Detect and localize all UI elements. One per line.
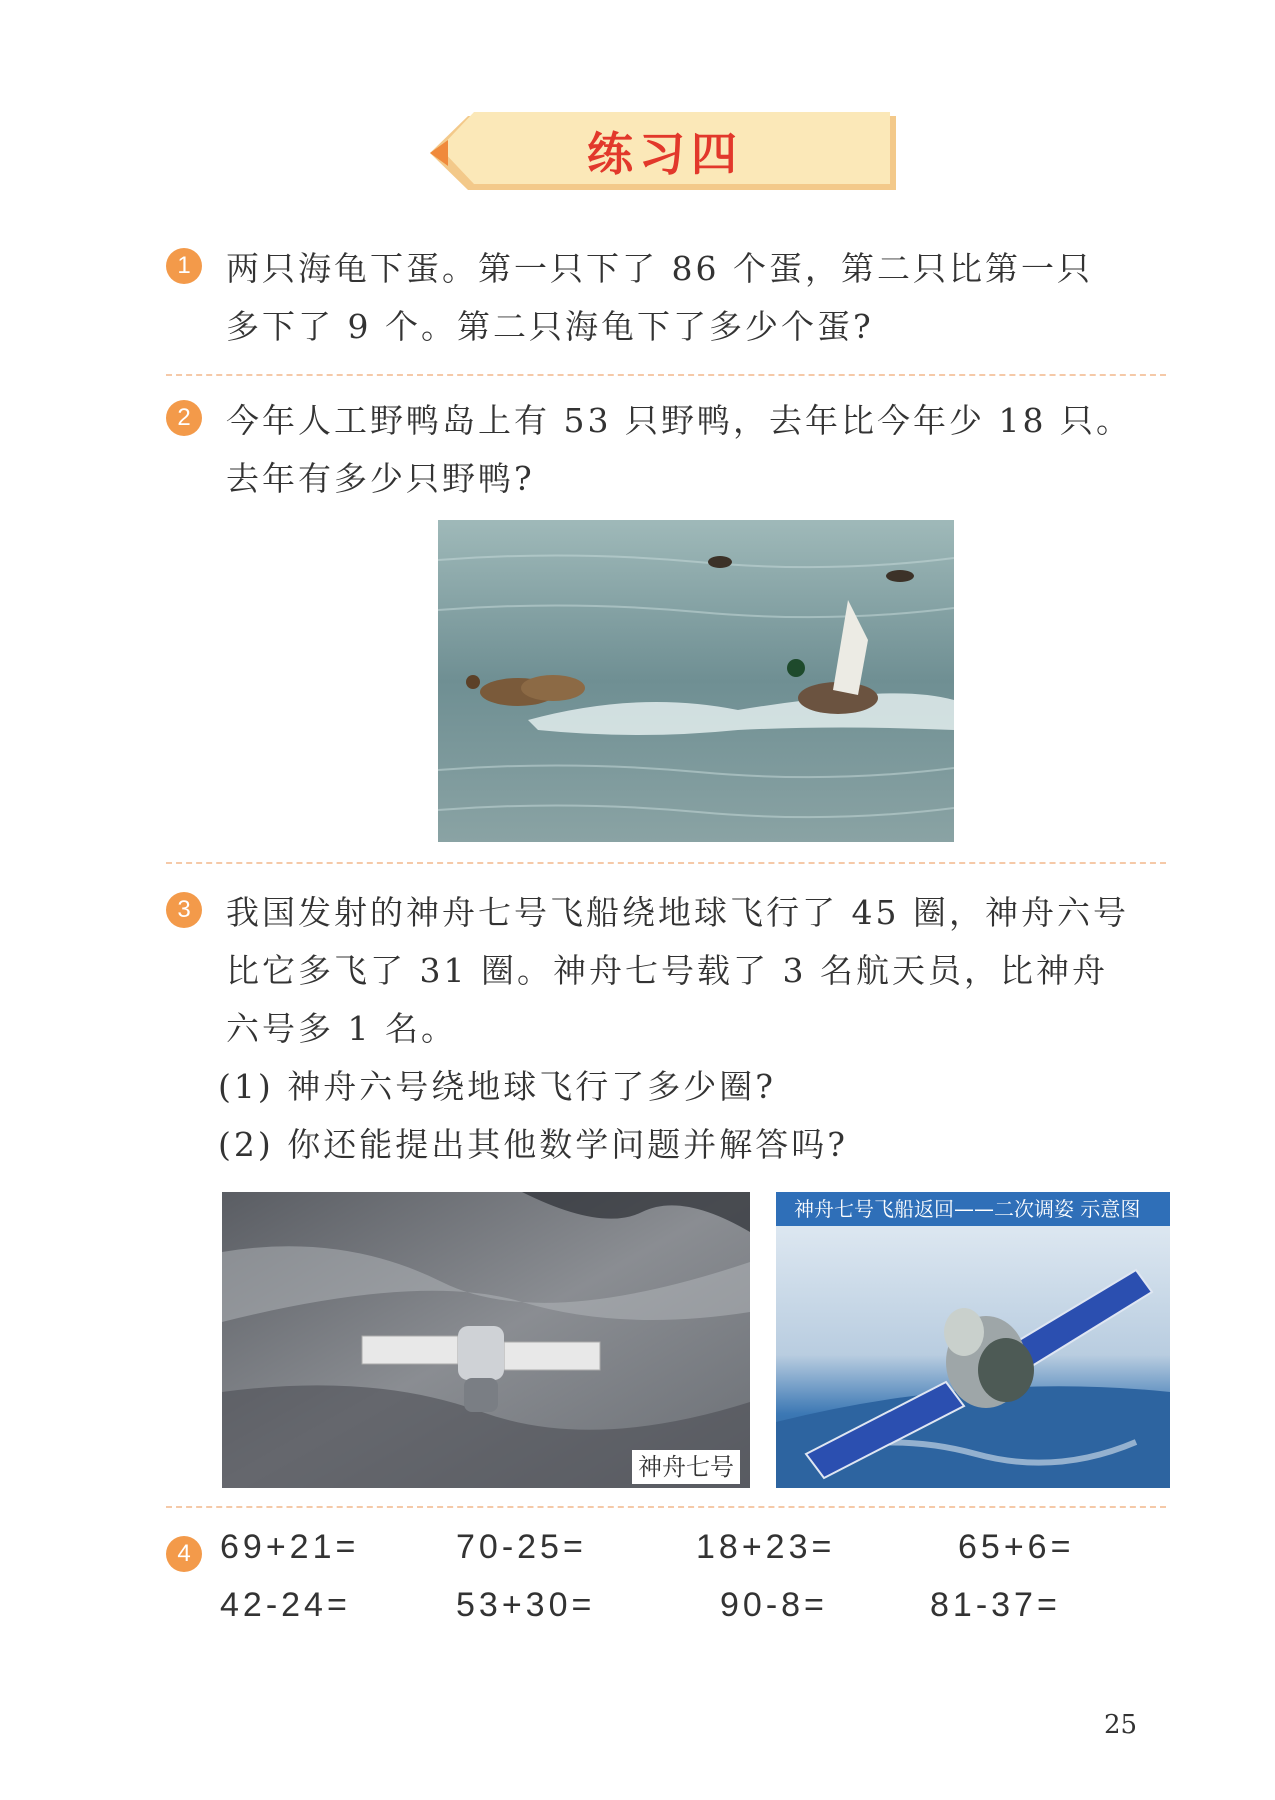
problem-text — [218, 884, 1226, 1174]
calc-row-2 — [220, 1586, 1120, 1644]
problem-number-badge: 1 — [166, 248, 202, 284]
shenzhou7-orbit-photo — [222, 1192, 750, 1488]
problem-text — [226, 240, 1226, 356]
diagram-caption: 神舟七号飞船返回——二次调姿 示意图 — [776, 1192, 1170, 1226]
calculation-grid — [220, 1528, 1120, 1644]
problem-line: 今年人工野鸭岛上有 53 只野鸭，去年比今年少 18 只。 — [226, 401, 1132, 440]
calc-item: 53+30= — [456, 1586, 596, 1624]
section-divider — [166, 862, 1166, 864]
shenzhou7-return-diagram — [776, 1192, 1170, 1488]
calc-item: 69+21= — [220, 1528, 360, 1566]
calc-row-1 — [220, 1528, 1120, 1586]
problem-number-badge: 2 — [166, 400, 202, 436]
page-title: 练习四 — [587, 127, 743, 181]
calc-item: 81-37= — [930, 1586, 1061, 1624]
calc-item: 90-8= — [720, 1586, 828, 1624]
calc-item: 70-25= — [456, 1528, 587, 1566]
problem-line: 多下了 9 个。第二只海龟下了多少个蛋? — [226, 307, 874, 346]
calc-item: 18+23= — [696, 1528, 836, 1566]
subquestion-2: (2) 你还能提出其他数学问题并解答吗? — [218, 1125, 848, 1164]
title-banner — [430, 112, 900, 194]
calc-item: 65+6= — [958, 1528, 1075, 1566]
problem-line: 六号多 1 名。 — [226, 1009, 457, 1048]
calc-item: 42-24= — [220, 1586, 351, 1624]
problem-line: 比它多飞了 31 圈。神舟七号载了 3 名航天员，比神舟 — [226, 951, 1108, 990]
problem-line: 我国发射的神舟七号飞船绕地球飞行了 45 圈，神舟六号 — [226, 893, 1129, 932]
page-number: 25 — [1104, 1710, 1138, 1740]
problem-number-badge: 4 — [166, 1536, 202, 1572]
subquestion-1: (1) 神舟六号绕地球飞行了多少圈? — [218, 1067, 776, 1106]
photo-caption: 神舟七号 — [632, 1450, 740, 1484]
problem-text — [226, 392, 1226, 508]
section-divider — [166, 1506, 1166, 1508]
problem-number-badge: 3 — [166, 892, 202, 928]
problem-line: 去年有多少只野鸭? — [226, 459, 535, 498]
ducks-photo — [438, 520, 954, 842]
problem-line: 两只海龟下蛋。第一只下了 86 个蛋，第二只比第一只 — [226, 249, 1093, 288]
section-divider — [166, 374, 1166, 376]
